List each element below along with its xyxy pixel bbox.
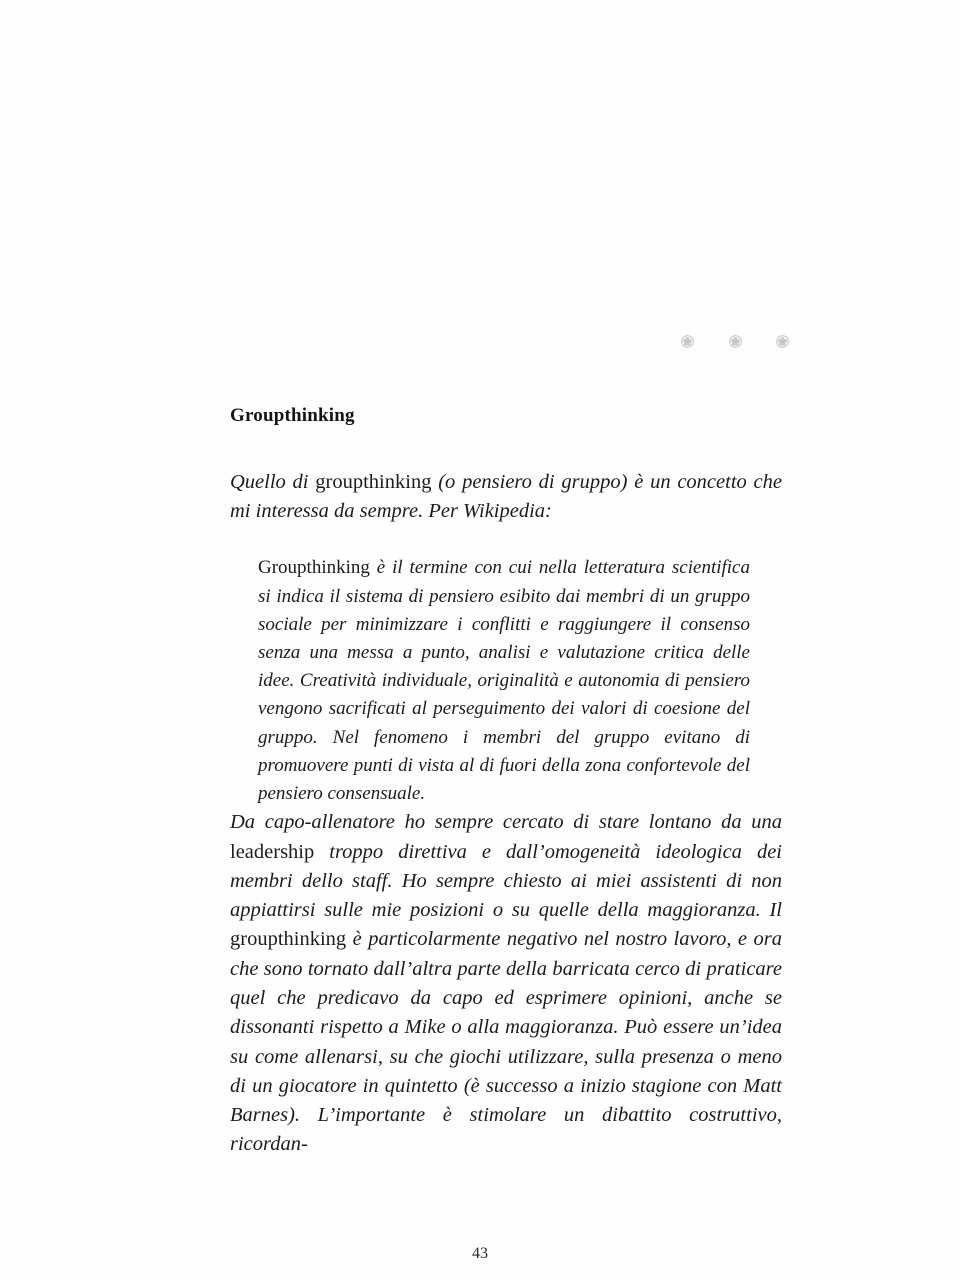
paragraph-intro-segment-c: (o pensiero di gruppo) è un concetto che mi interessa da sempre. Per Wikipedia: (230, 470, 782, 523)
page-number: 43 (472, 1245, 488, 1262)
blockquote-body: è il termine con cui nella letteratura scientifica si indica il sistema di pensiero esibito dai membri di un gruppo sociale per minimizzare i conflitti e raggiungere il consenso senza una messa a punto, analisi e valutazione critica delle idee. Creatività individuale, originalità e autonomia di pensiero vengono sacrificati al perseguimento dei valori di coesione del gruppo. Nel fenomeno i membri del gruppo evitano di promuovere punti di vista al di fuori della zona confortevole del pensiero consensuale. (258, 557, 750, 805)
blockquote-text (258, 554, 750, 808)
paragraph-intro-segment-a: Quello di (230, 470, 316, 493)
rosette-ornament-icon (775, 334, 790, 349)
paragraph-main-segment-a: Da capo-allenatore ho sempre cercato di stare lontano da una (230, 811, 782, 834)
text-block (230, 405, 782, 1160)
paragraph-main-term-groupthinking: groupthinking (230, 928, 347, 951)
rosette-ornament-icon (728, 334, 743, 349)
ornament-row (680, 328, 790, 354)
page-title: Groupthinking (230, 405, 355, 426)
paragraph-main (230, 808, 782, 1160)
paragraph-intro (230, 468, 782, 527)
wikipedia-blockquote (230, 554, 782, 808)
blockquote-term-groupthinking: Groupthinking (258, 557, 370, 579)
paragraph-intro-term-groupthinking: groupthinking (315, 470, 432, 493)
paragraph-main-term-leadership: leadership (230, 840, 315, 863)
paragraph-main-segment-e: è particolarmente negativo nel nostro lavoro, e ora che sono tornato dall’altra parte della barricata cerco di praticare quel che predicavo da capo ed esprimere opinioni, anche se dissonanti rispetto a Mike o alla maggioranza. Può essere un’idea su come allenarsi, su che giochi utilizzare, sulla presenza o meno di un giocatore in quintetto (è successo a inizio stagione con Matt Barnes). L’importante è stimolare un dibattito costruttivo, ricordan- (230, 928, 782, 1156)
paragraph-main-segment-c: troppo direttiva e dall’omogeneità ideologica dei membri dello staff. Ho sempre chiesto ai miei assistenti di non appiattirsi sulle mie posizioni o su quelle della maggioranza. Il (230, 840, 782, 922)
rosette-ornament-icon (680, 334, 695, 349)
